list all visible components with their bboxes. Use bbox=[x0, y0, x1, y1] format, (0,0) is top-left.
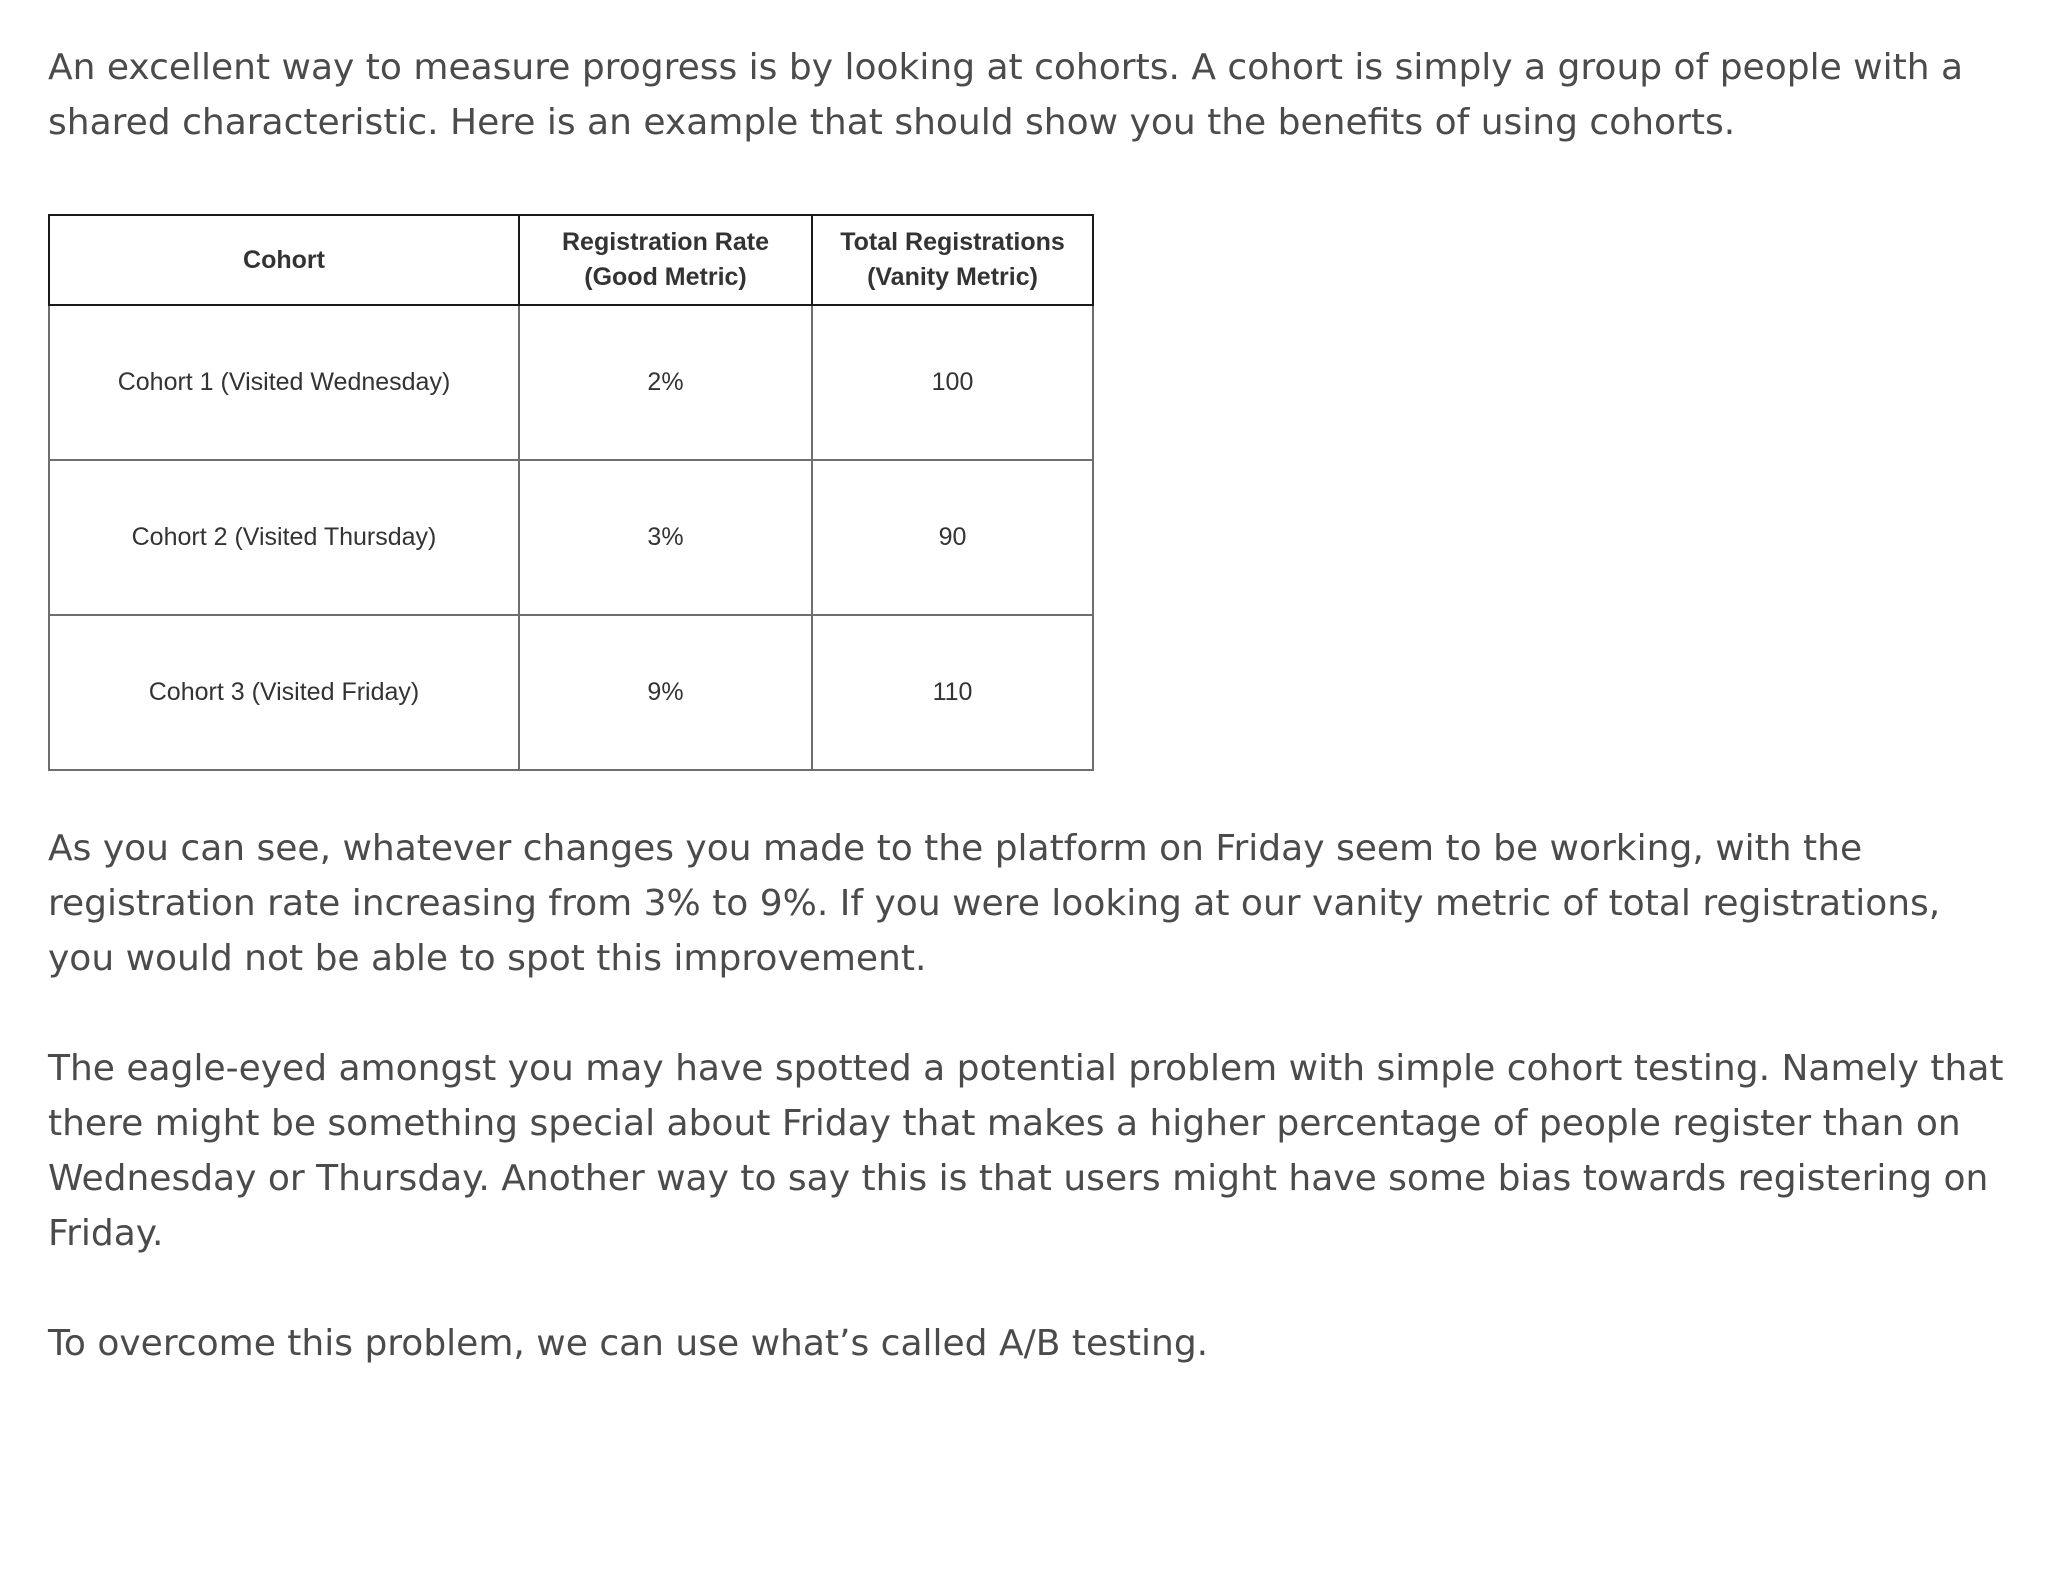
cell-rate: 3% bbox=[519, 460, 812, 615]
cell-rate: 2% bbox=[519, 305, 812, 460]
header-total-registrations-line2: (Vanity Metric) bbox=[867, 263, 1038, 291]
article-content bbox=[48, 40, 2008, 1371]
table-row bbox=[49, 305, 1093, 460]
header-registration-rate-line2: (Good Metric) bbox=[584, 263, 747, 291]
header-total-registrations-line1: Total Registrations bbox=[840, 228, 1065, 256]
cell-cohort: Cohort 1 (Visited Wednesday) bbox=[49, 305, 519, 460]
paragraph-spacer bbox=[48, 986, 2008, 1041]
table-header-row bbox=[49, 215, 1093, 305]
cell-cohort: Cohort 3 (Visited Friday) bbox=[49, 615, 519, 770]
result-paragraph: As you can see, whatever changes you made to the platform on Friday seem to be working, with the registration rate increasing from 3% to 9%. If you were looking at our vanity metric of total registrations, you would not be able to spot this improvement. bbox=[48, 828, 1941, 979]
header-registration-rate-line1: Registration Rate bbox=[562, 228, 769, 256]
bias-paragraph: The eagle-eyed amongst you may have spotted a potential problem with simple cohort testing. Namely that there might be something special about Friday that makes a higher percentage of people register than on Wednesday or Thursday. Another way to say this is that users might have some bias towards registering on Friday. bbox=[48, 1048, 2004, 1254]
header-cohort-label: Cohort bbox=[243, 245, 325, 274]
cell-total: 90 bbox=[812, 460, 1093, 615]
ab-testing-paragraph: To overcome this problem, we can use what’s called A/B testing. bbox=[48, 1323, 1209, 1364]
cell-total: 110 bbox=[812, 615, 1093, 770]
table-row bbox=[49, 460, 1093, 615]
cell-rate: 9% bbox=[519, 615, 812, 770]
header-total-registrations bbox=[812, 215, 1093, 305]
intro-paragraph: An excellent way to measure progress is by looking at cohorts. A cohort is simply a group of people with a shared characteristic. Here is an example that should show you the benefits of using cohorts. bbox=[48, 47, 1964, 143]
table-row bbox=[49, 615, 1093, 770]
header-cohort bbox=[49, 215, 519, 305]
paragraph-spacer bbox=[48, 1261, 2008, 1316]
cell-cohort: Cohort 2 (Visited Thursday) bbox=[49, 460, 519, 615]
cohort-table-container bbox=[48, 214, 1092, 771]
header-registration-rate bbox=[519, 215, 812, 305]
cell-total: 100 bbox=[812, 305, 1093, 460]
cohort-table bbox=[48, 214, 1094, 771]
